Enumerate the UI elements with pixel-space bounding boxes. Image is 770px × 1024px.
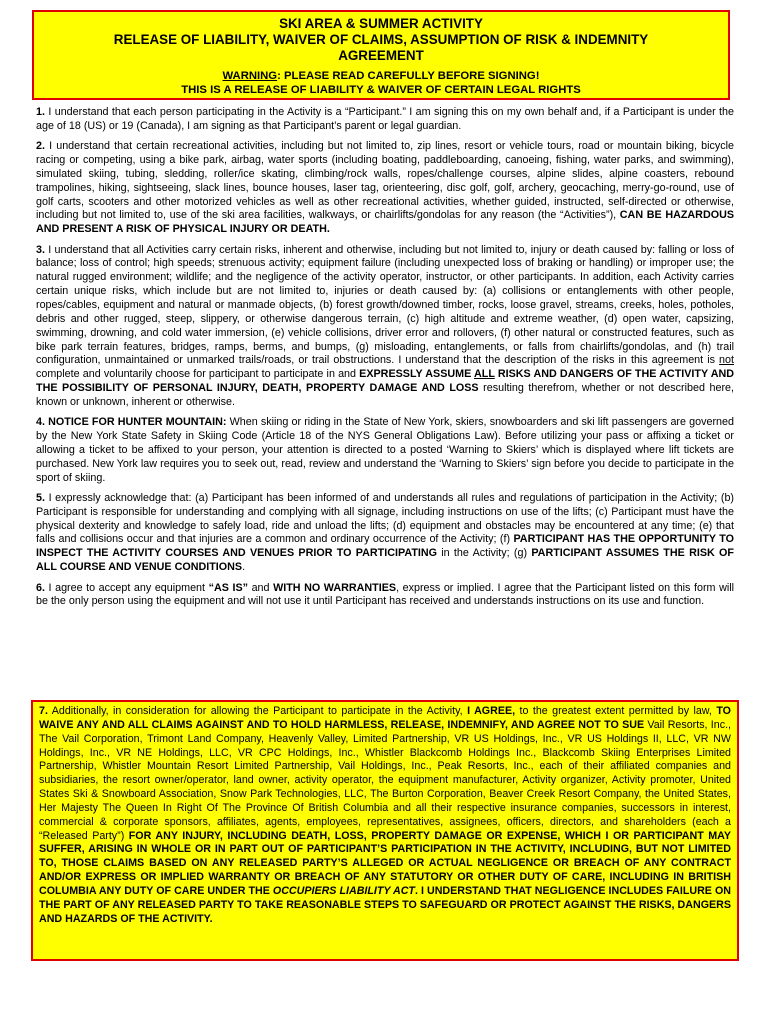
- clause-text: I understand that all Activities carry certain risks, inherent and otherwise, including but not limited to, injury or death caused by: falling or loss of balance; loss of control; high speeds; strenuous activity; equipment failure (including unexpected loss of braking or handling) or improper use; the natural rugged environment; wildlife; and the negligence of the activity operator, instructor, or other participants. In addition, each Activity carries certain unique risks, which include but are not limited to, injuries or death caused by: (a) collisions or entanglements with other people, ropes/cables, equipment and natural or manmade objects, (b) forest growth/downed timber, rocks, loose gravel, streams, creeks, holes, potholes, debris and other rugged, steep, slippery, or otherwise dangerous terrain, (c) high altitude and extreme weather, (d) open water, capsizing, swimming, drowning, and cold water immersion, (e) vehicle collisions, driver error and rollovers, (f) other natural or constructed features, such as bike park terrain features, bridges, ramps, berms, and bumps, (g) misloading, entanglements, or falls from chairlifts/gondolas, and (h) trail configuration, unmaintained or unmarked trails/roads, or trail obstructions. I understand that the description of the risks in this agreement is: [36, 243, 734, 367]
- clause-3: [36, 244, 734, 410]
- clause-number: 3.: [36, 243, 45, 256]
- clause-emphasis-italic: OCCUPIERS LIABILITY ACT: [272, 884, 415, 897]
- clause-emphasis: PARTICIPANT HAS THE OPPORTUNITY TO INSPECT THE ACTIVITY COURSES AND VENUES PRIOR TO PARTICIPATING: [36, 533, 734, 560]
- clause-text: When skiing or riding in the State of New York, skiers, snowboarders and ski lift passengers are governed by the New York State Safety in Skiing Code (Article 18 of the NYS General Obligations Law). Before utilizing your pass or affixing a ticket or allowing a ticket to be affixed to your person, your attention is directed to a posted ‘Warning to Skiers’ which is displayed where lift tickets are purchased. New York law requires you to seek out, read, review and understand the ‘Warning to Skiers’ sign before you decide to participate in the sport of skiing.: [36, 416, 734, 484]
- clause-text: complete and voluntarily choose for participant to participate in and: [36, 368, 360, 381]
- clause-emphasis: RISKS AND DANGERS OF THE ACTIVITY AND THE POSSIBILITY OF PERSONAL INJURY, DEATH, PROPERTY DAMAGE AND LOSS: [36, 368, 734, 395]
- clause-text: Additionally, in consideration for allowing the Participant to participate in the Activity,: [47, 705, 468, 717]
- clause-emphasis-underlined: ALL: [474, 368, 495, 381]
- clause-6: [36, 582, 734, 610]
- title-banner: [32, 10, 730, 100]
- clause-text: I agree to accept any equipment: [44, 581, 209, 594]
- clause-emphasis: . I UNDERSTAND THAT NEGLIGENCE INCLUDES FAILURE ON THE PART OF ANY RELEASED PARTY TO TAKE REASONABLE STEPS TO SAFEGUARD OR PROTECT AGAINST THE RISKS, DANGERS AND HAZARDS OF THE ACTIVITY.: [39, 884, 731, 925]
- clause-emphasis: I AGREE,: [467, 705, 516, 717]
- clause-underlined-word: not: [719, 354, 734, 367]
- clause-heading: 4. NOTICE FOR HUNTER MOUNTAIN:: [36, 416, 227, 429]
- clause-text: I understand that each person participating in the Activity is a “Participant.” I am signing this on my own behalf and, if a Participant is under the age of 18 (US) or 19 (Canada), I am signing as that Participant’s parent or legal guardian.: [36, 106, 734, 132]
- clause-emphasis: “AS IS”: [208, 581, 248, 594]
- clause-emphasis: EXPRESSLY ASSUME: [359, 368, 475, 381]
- clause-7: [39, 705, 731, 927]
- warning-text: : PLEASE READ CAREFULLY BEFORE SIGNING!: [277, 70, 540, 82]
- clause-number: 5.: [36, 491, 45, 504]
- clause-emphasis: FOR ANY INJURY, INCLUDING DEATH, LOSS, PROPERTY DAMAGE OR EXPENSE, WHICH I OR PARTICIPANT MAY SUFFER, ARISING IN WHOLE OR IN PART OUT OF PARTICIPANT’S PARTICIPATION IN THE ACTIVITY, INCLUDING, BUT NOT LIMITED TO, THOSE CLAIMS BASED ON ANY RELEASED PARTY’S ALLEGED OR ACTUAL NEGLIGENCE OR BREACH OF ANY CONTRACT AND/OR EXPRESS OR IMPLIED WARRANTY OR BREACH OF ANY STATUTORY OR OTHER DUTY OF CARE, INCLUDING IN BRITISH COLUMBIA ANY DUTY OF CARE UNDER THE: [39, 829, 731, 897]
- clause-text: .: [242, 561, 246, 574]
- clause-4: [36, 416, 734, 485]
- title-line-1: SKI AREA & SUMMER ACTIVITY: [279, 16, 483, 31]
- title-line-3: AGREEMENT: [338, 48, 424, 63]
- clause-emphasis: PARTICIPANT ASSUMES THE RISK OF ALL COURSE AND VENUE CONDITIONS: [36, 547, 734, 574]
- clause-emphasis: CAN BE HAZARDOUS AND PRESENT A RISK OF PHYSICAL INJURY OR DEATH.: [36, 209, 734, 236]
- document-title: [34, 16, 728, 64]
- warning-line-2: THIS IS A RELEASE OF LIABILITY & WAIVER OF CERTAIN LEGAL RIGHTS: [181, 84, 581, 96]
- clause-text: in the Activity; (g): [437, 547, 532, 560]
- clause-text: , express or implied. I agree that the Participant listed on this form will be the only person using the equipment and will not use it until Participant has received and understands instructions on its use and function.: [36, 581, 734, 608]
- release-clause-box: [31, 700, 739, 961]
- clause-emphasis: TO WAIVE ANY AND ALL CLAIMS AGAINST AND TO HOLD HARMLESS, RELEASE, INDEMNIFY, AND AGREE NOT TO SUE: [39, 705, 731, 731]
- clause-text: resulting therefrom, whether or not described here, known or unknown, inherent or otherwise.: [36, 382, 734, 408]
- clause-2: [36, 140, 734, 237]
- warning-line-1: [34, 69, 728, 83]
- clause-number: 7.: [39, 705, 48, 717]
- clause-text: and: [248, 581, 274, 594]
- clause-text: I expressly acknowledge that: (a) Participant has been informed of and understands all rules and regulations of participation in the Activity; (b) Participant is responsible for understanding and complying with all signage, including instructions on use of the lifts; (c) Participant must have the physical dexterity and knowledge to safely load, ride and unload the lifts; (d) equipment and obstacles may be encountered at any time; (e) that falls and collisions occur and that injuries are a common and ordinary occurrence of the Activity; (f): [36, 491, 734, 546]
- clause-number: 1.: [36, 106, 45, 118]
- agreement-body: [36, 106, 734, 616]
- clause-emphasis: WITH NO WARRANTIES: [273, 581, 397, 594]
- warning-notice: [34, 69, 728, 97]
- clause-text: Vail Resorts, Inc., The Vail Corporation, Trimont Land Company, Heavenly Valley, Limited Partnership, VR US Holdings, Inc., VR US Holdings II, LLC, VR NW Holdings, Inc., VR NE Holdings, LLC, VR CPC Holdings, Inc., Whistler Blackcomb Holdings Inc., Blackcomb Skiing Enterprises Limited Partnership, Whistler Mountain Resort Limited Partnership, Vail Holdings, Inc., Peak Resorts, Inc., each of their affiliated companies and subsidiaries, the resort owner/operator, land owner, activity operator, the equipment manufacturer, Activity organizer, Activity promoter, United States Ski & Snowboard Association, Snow Park Technologies, LLC, The Burton Corporation, Beaver Creek Resort Company, the United States, Her Majesty The Queen In Right Of The Province Of British Columbia and all their respective insurance companies, successors in interest, commercial & corporate sponsors, affiliates, agents, employees, representatives, assignees, officers, directors, and shareholders (each a “Released Party”): [39, 718, 732, 842]
- clause-1: [36, 106, 734, 134]
- clause-text: to the greatest extent permitted by law,: [515, 705, 717, 717]
- warning-label: WARNING: [222, 70, 278, 82]
- clause-number: 6.: [36, 581, 45, 594]
- clause-5: [36, 492, 734, 575]
- title-line-2: RELEASE OF LIABILITY, WAIVER OF CLAIMS, ASSUMPTION OF RISK & INDEMNITY: [113, 32, 649, 47]
- clause-number: 2.: [36, 140, 45, 153]
- clause-text: I understand that certain recreational activities, including but not limited to, zip lines, resort or vehicle tours, road or mountain biking, bicycle racing or competing, using a bike park, airbag, water sports (including boating, paddleboarding, canoeing, fishing, water parks, and swimming), simulated skiing, tubing, sledding, roller/ice skating, climbing/rock walls, ropes/challenge courses, alpine slides, alpine coasters, rebound trampolines, hiking, sightseeing, slack lines, bounce houses, laser tag, orienteering, disc golf, golf, archery, geocaching, merry-go-round, use of golf carts, scooters and other motorized vehicles as well as other recreational activities, whether guided, instructed, self-directed or otherwise, including but not limited to, use of the ski area facilities, walkways, or chairlifts/gondolas for any reason (the “Activities”),: [36, 140, 734, 222]
